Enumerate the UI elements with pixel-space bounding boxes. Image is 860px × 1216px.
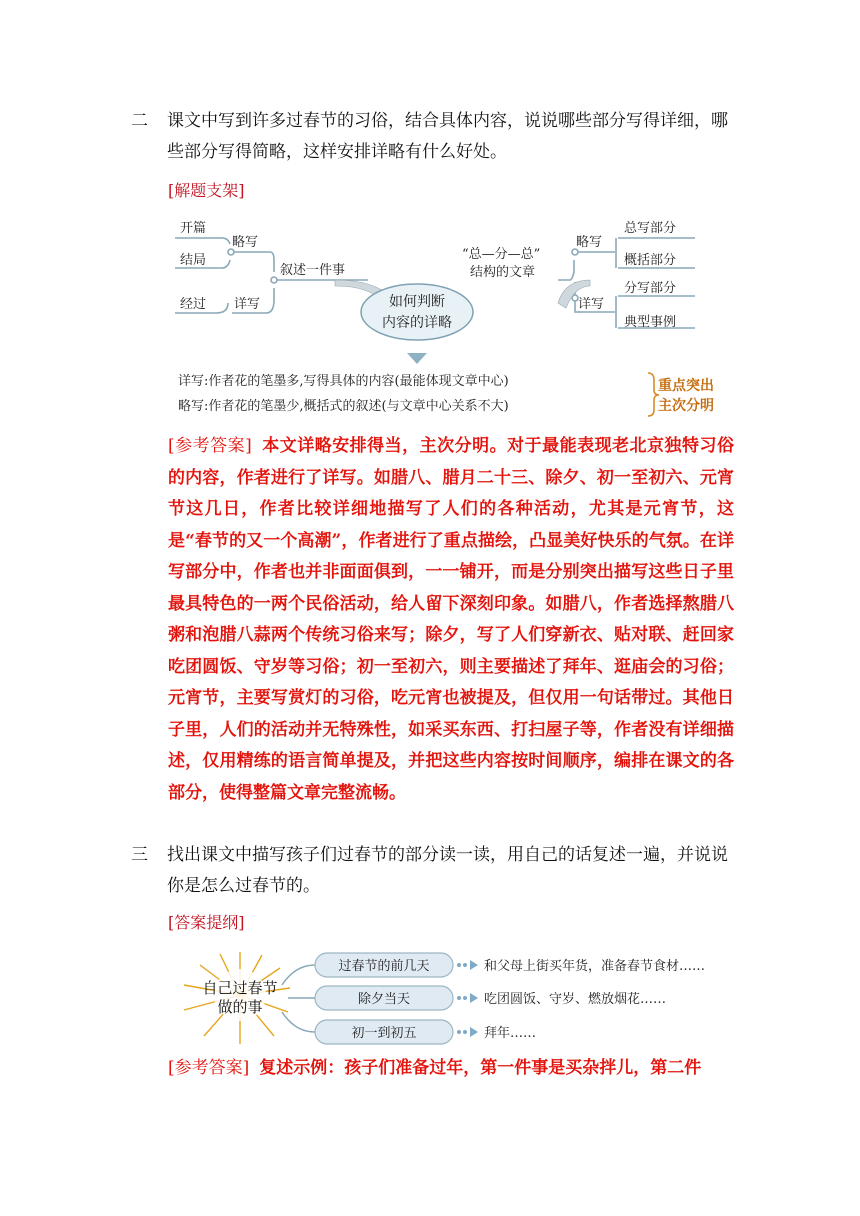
highlight-2: 主次分明 <box>658 398 714 414</box>
hint-tag: [解题支架] <box>168 181 245 200</box>
center-line-2: 做的事 <box>217 998 263 1016</box>
question-text: 找出课文中描写孩子们过春节的部分读一读，用自己的话复述一遍，并说说你是怎么过春节的。 <box>167 845 728 896</box>
arrow-icon <box>457 960 478 1037</box>
answer-text: 复述示例：孩子们准备过年，第一件事是买杂拌儿，第二件 <box>259 1058 702 1078</box>
question-text: 课文中写到许多过春节的习俗，结合具体内容，说说哪些部分写得详细，哪些部分写得简略，这样安排详略有什么好处。 <box>167 111 728 162</box>
answer-text: 本文详略安排得当，主次分明。对于最能表现老北京独特习俗的内容，作者进行了详写。如腊八、腊月二十三、除夕、初一至初六、元宵节这几日，作者比较详细地描写了人们的各种活动，尤其是元宵节，这是“春节的又一个高潮”，作者进行了重点描绘，凸显美好快乐的气氛。在详写部分中，作者也并非面面俱到，一一铺开，而是分别突出描写这些日子里最具特色的一两个民俗活动，给人留下深刻印象。如腊八，作者选择熬腊八粥和泡腊八蒜两个传统习俗来写；除夕，写了人们穿新衣、贴对联、赶回家吃团圆饭、守岁等习俗；初一至初六，则主要描述了拜年、逛庙会的习俗；元宵节，主要写赏灯的习俗，吃元宵也被提及，但仅用一句话带过。其他日子里，人们的活动并无特殊性，如采买东西、打扫屋子等，作者没有详细描述，仅用精练的语言简单提及，并把这些内容按时间顺序，编排在课文的各部分，使得整篇文章完整流畅。 <box>168 436 735 803</box>
mindmap-detail-brief <box>170 208 750 423</box>
right-branch-line-1: “总—分—总” <box>462 247 541 262</box>
right-brief-label: 略写 <box>576 235 603 250</box>
hint-tag: [答案提纲] <box>168 913 245 932</box>
activity-desc: 和父母上街买年货，准备春节食材…… <box>484 959 706 974</box>
question-number: 二 <box>131 111 148 131</box>
center-line-1: 自己过春节 <box>202 979 278 997</box>
time-label: 过春节的前几天 <box>338 959 430 974</box>
reference-answer-3 <box>168 1053 734 1085</box>
mindmap-spring-festival <box>170 940 770 1052</box>
question-3 <box>131 840 731 902</box>
reference-answer-2 <box>168 431 734 809</box>
activity-desc: 拜年…… <box>484 1026 537 1041</box>
right-detail-label: 详写 <box>578 297 605 312</box>
right-item: 概括部分 <box>624 253 677 268</box>
left-item: 开篇 <box>180 221 207 236</box>
right-item: 分写部分 <box>624 281 677 296</box>
answer-label: [参考答案] <box>168 1058 250 1078</box>
highlight-1: 重点突出 <box>658 378 714 394</box>
center-line-1: 如何判断 <box>389 294 445 310</box>
activity-desc: 吃团圆饭、守岁、燃放烟花…… <box>484 992 667 1007</box>
time-label: 除夕当天 <box>357 992 411 1007</box>
left-detail-label: 详写 <box>234 297 261 312</box>
left-branch-label: 叙述一件事 <box>280 263 346 278</box>
right-branch-line-2: 结构的文章 <box>470 265 536 280</box>
note-detail: 详写:作者花的笔墨多,写得具体的内容(最能体现文章中心) <box>178 374 509 389</box>
left-item: 经过 <box>180 297 207 312</box>
right-item: 总写部分 <box>624 221 677 236</box>
time-label: 初一到初五 <box>351 1026 417 1041</box>
left-brief-label: 略写 <box>232 235 259 250</box>
left-item: 结局 <box>180 253 207 268</box>
answer-label: [参考答案] <box>168 436 252 456</box>
question-number: 三 <box>131 845 148 865</box>
question-2 <box>131 106 731 168</box>
center-line-2: 内容的详略 <box>382 315 452 331</box>
right-item: 典型事例 <box>624 315 677 330</box>
note-brief: 略写:作者花的笔墨少,概括式的叙述(与文章中心关系不大) <box>178 399 509 414</box>
